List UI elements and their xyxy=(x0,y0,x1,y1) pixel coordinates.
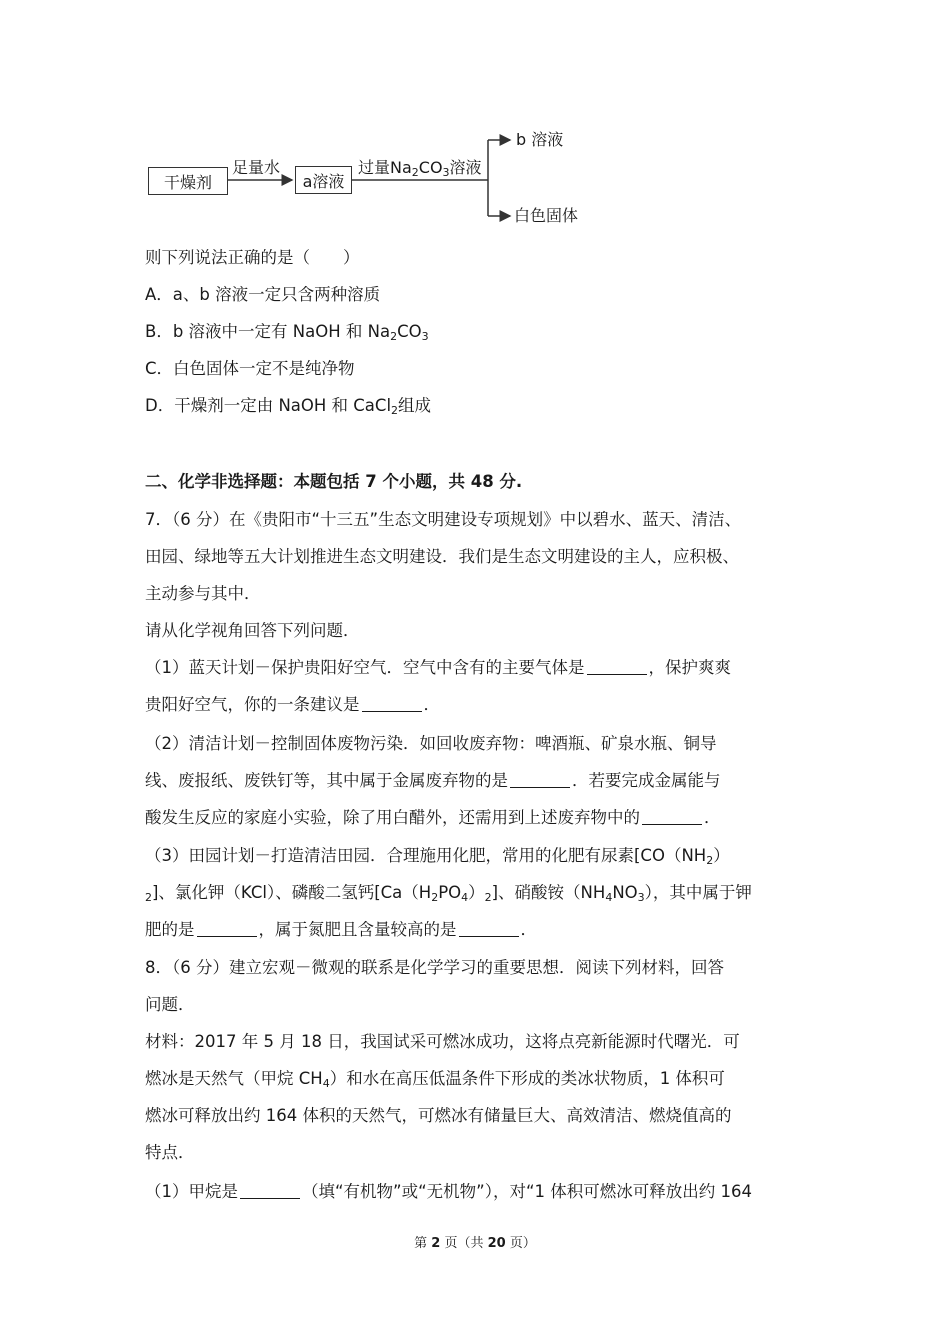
q6-stem: 则下列说法正确的是（ ） xyxy=(145,248,360,267)
q8-material-line4: 特点． xyxy=(145,1143,195,1162)
section-heading: 二、化学非选择题：本题包括 7 个小题，共 48 分. xyxy=(145,472,523,491)
q7-line-2: 田园、绿地等五大计划推进生态文明建设．我们是生态文明建设的主人，应积极、 xyxy=(145,547,739,566)
answer-blank[interactable] xyxy=(240,1197,300,1199)
q8-material-line3: 燃冰可释放出约 164 体积的天然气，可燃冰有储量巨大、高效清洁、燃烧值高的 xyxy=(145,1106,732,1125)
white-solid-label: 白色固体 xyxy=(514,206,579,225)
answer-blank[interactable] xyxy=(642,823,702,825)
q6-option-a: A．a、b 溶液一定只含两种溶质 xyxy=(145,285,381,304)
q7-part3-line1: （3）田园计划－打造清洁田园．合理施用化肥，常用的化肥有尿素[$CO(NH_2)$ xyxy=(145,846,730,867)
flow-diagram xyxy=(140,122,610,232)
q7-part1-line1: （1）蓝天计划－保护贵阳好空气．空气中含有的主要气体是 ，保护爽爽 xyxy=(145,658,731,677)
q8-line-2: 问题． xyxy=(145,995,195,1014)
q7-part2-line1: （2）清洁计划－控制固体废物污染．如回收废弃物：啤酒瓶、矿泉水瓶、铜导 xyxy=(145,734,717,753)
q7-line-3: 主动参与其中． xyxy=(145,584,261,603)
b-solution-label: b 溶液 xyxy=(516,130,564,149)
q7-part2-line3: 酸发生反应的家庭小实验，除了用白醋外，还需用到上述废弃物中的 ． xyxy=(145,808,721,827)
answer-blank[interactable] xyxy=(459,935,519,937)
q7-part1-line2: 贵阳好空气，你的一条建议是 ． xyxy=(145,695,440,714)
q6-option-d: D．干燥剂一定由 NaOH 和 CaCl$_2$组成 xyxy=(145,396,432,417)
q7-part2-line2: 线、废报纸、废铁钉等，其中属于金属废弃物的是 ．若要完成金属能与 xyxy=(145,771,721,790)
q8-material-line2: 燃冰是天然气（甲烷 $CH_4$）和水在高压低温条件下形成的类冰状物质，1 体积可 xyxy=(145,1069,725,1090)
q7-part3-line2: $_2$]、氯化钾（KCl）、磷酸二氢钙$[Ca(H_2PO_4)_2]$、硝酸铵$(NH_4NO_3)$，其中属于钾 xyxy=(145,883,752,904)
q7-part3-line3: 肥的是 ，属于氮肥且含量较高的是 ． xyxy=(145,920,537,939)
water-label: 足量水 xyxy=(232,158,281,177)
q6-option-c: C．白色固体一定不是纯净物 xyxy=(145,359,355,378)
q8-part1-line1: （1）甲烷是 （填“有机物”或“无机物”），对“1 体积可燃冰可释放出约 164 xyxy=(145,1182,752,1201)
answer-blank[interactable] xyxy=(362,710,422,712)
answer-blank[interactable] xyxy=(197,935,257,937)
q7-line-4: 请从化学视角回答下列问题． xyxy=(145,621,360,640)
page-footer: 第 2 页（共 20 页） xyxy=(414,1236,536,1251)
q6-option-b: B．b 溶液中一定有 NaOH 和 $Na_2CO_3$ xyxy=(145,322,429,343)
answer-blank[interactable] xyxy=(510,786,570,788)
q8-line-1: 8．（6 分）建立宏观－微观的联系是化学学习的重要思想．阅读下列材料，回答 xyxy=(145,958,724,977)
answer-blank[interactable] xyxy=(587,673,647,675)
reagent-label: 过量$Na_2CO_3$溶液 xyxy=(358,158,482,179)
a-solution-box: a溶液 xyxy=(295,166,352,194)
desiccant-box: 干燥剂 xyxy=(148,167,228,195)
q8-material-line1: 材料：2017 年 5 月 18 日，我国试采可燃冰成功，这将点亮新能源时代曙光．可 xyxy=(145,1032,740,1051)
q7-line-1: 7．（6 分）在《贵阳市“十三五”生态文明建设专项规划》中以碧水、蓝天、清洁、 xyxy=(145,510,742,529)
